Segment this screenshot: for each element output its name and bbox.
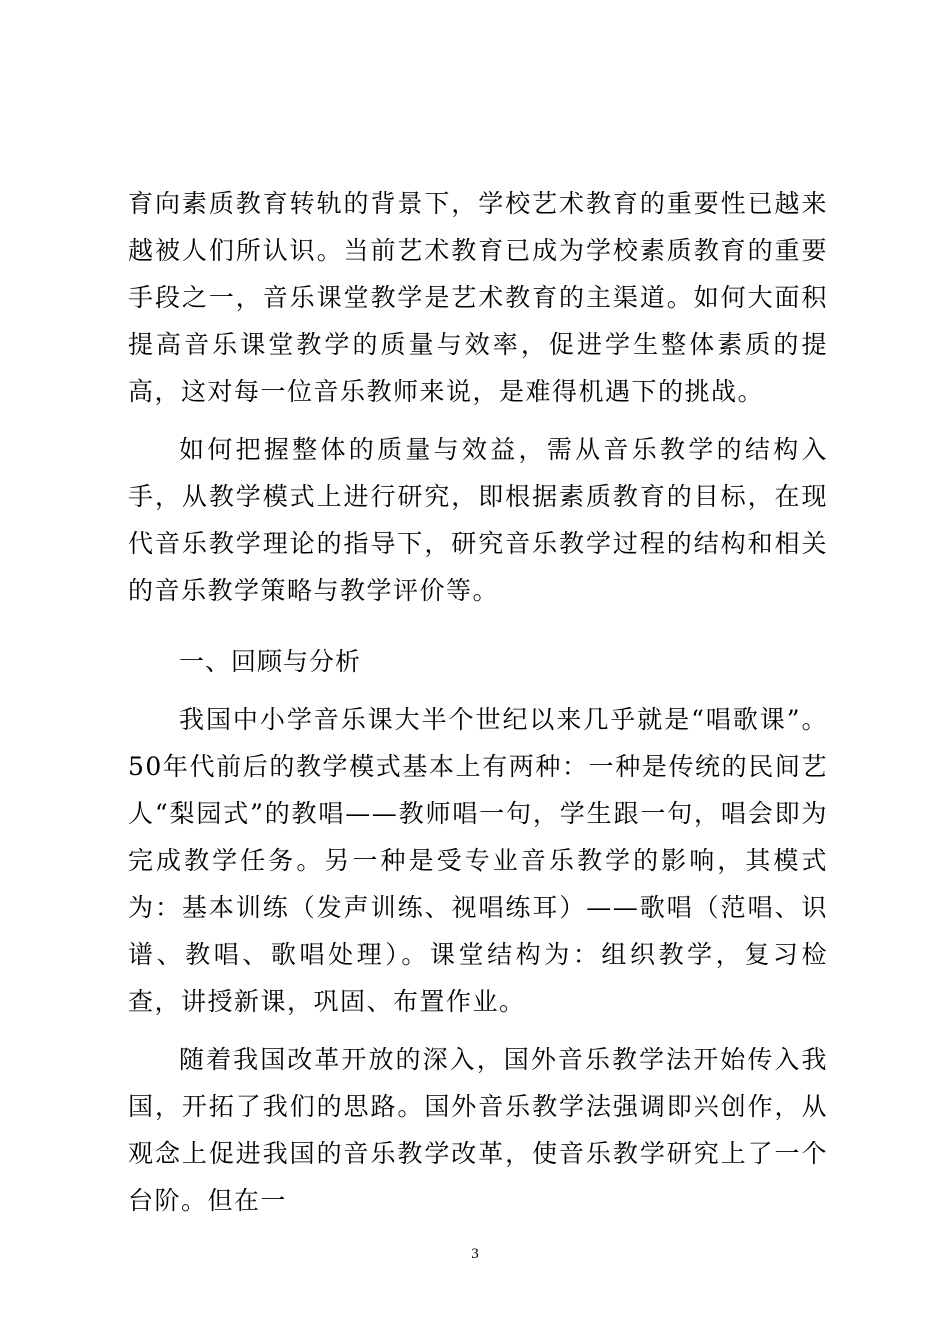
- section-heading: 一、回顾与分析: [179, 647, 362, 676]
- paragraph: 随着我国改革开放的深入，国外音乐教学法开始传入我国，开拓了我们的思路。国外音乐教学法强调即兴创作，从观念上促进我国的音乐教学改革，使音乐教学研究上了一个台阶。但在一: [128, 1045, 828, 1215]
- paragraph-continuation: 育向素质教育转轨的背景下，学校艺术教育的重要性已越来越被人们所认识。当前艺术教育已成为学校素质教育的重要手段之一，音乐课堂教学是艺术教育的主渠道。如何大面积提高音乐课堂教学的质量与效率，促进学生整体素质的提高，这对每一位音乐教师来说，是难得机遇下的挑战。: [128, 189, 828, 406]
- document-body: [128, 180, 828, 1224]
- paragraph: 我国中小学音乐课大半个世纪以来几乎就是“唱歌课”。50年代前后的教学模式基本上有两种：一种是传统的民间艺人“梨园式”的教唱——教师唱一句，学生跟一句，唱会即为完成教学任务。另一种是受专业音乐教学的影响，其模式为：基本训练（发声训练、视唱练耳）——歌唱（范唱、识谱、教唱、歌唱处理）。课堂结构为：组织教学，复习检查，讲授新课，巩固、布置作业。: [128, 705, 828, 1016]
- page-number: 3: [471, 1246, 479, 1262]
- paragraph: 如何把握整体的质量与效益，需从音乐教学的结构入手，从教学模式上进行研究，即根据素质教育的目标，在现代音乐教学理论的指导下，研究音乐教学过程的结构和相关的音乐教学策略与教学评价等。: [128, 435, 828, 605]
